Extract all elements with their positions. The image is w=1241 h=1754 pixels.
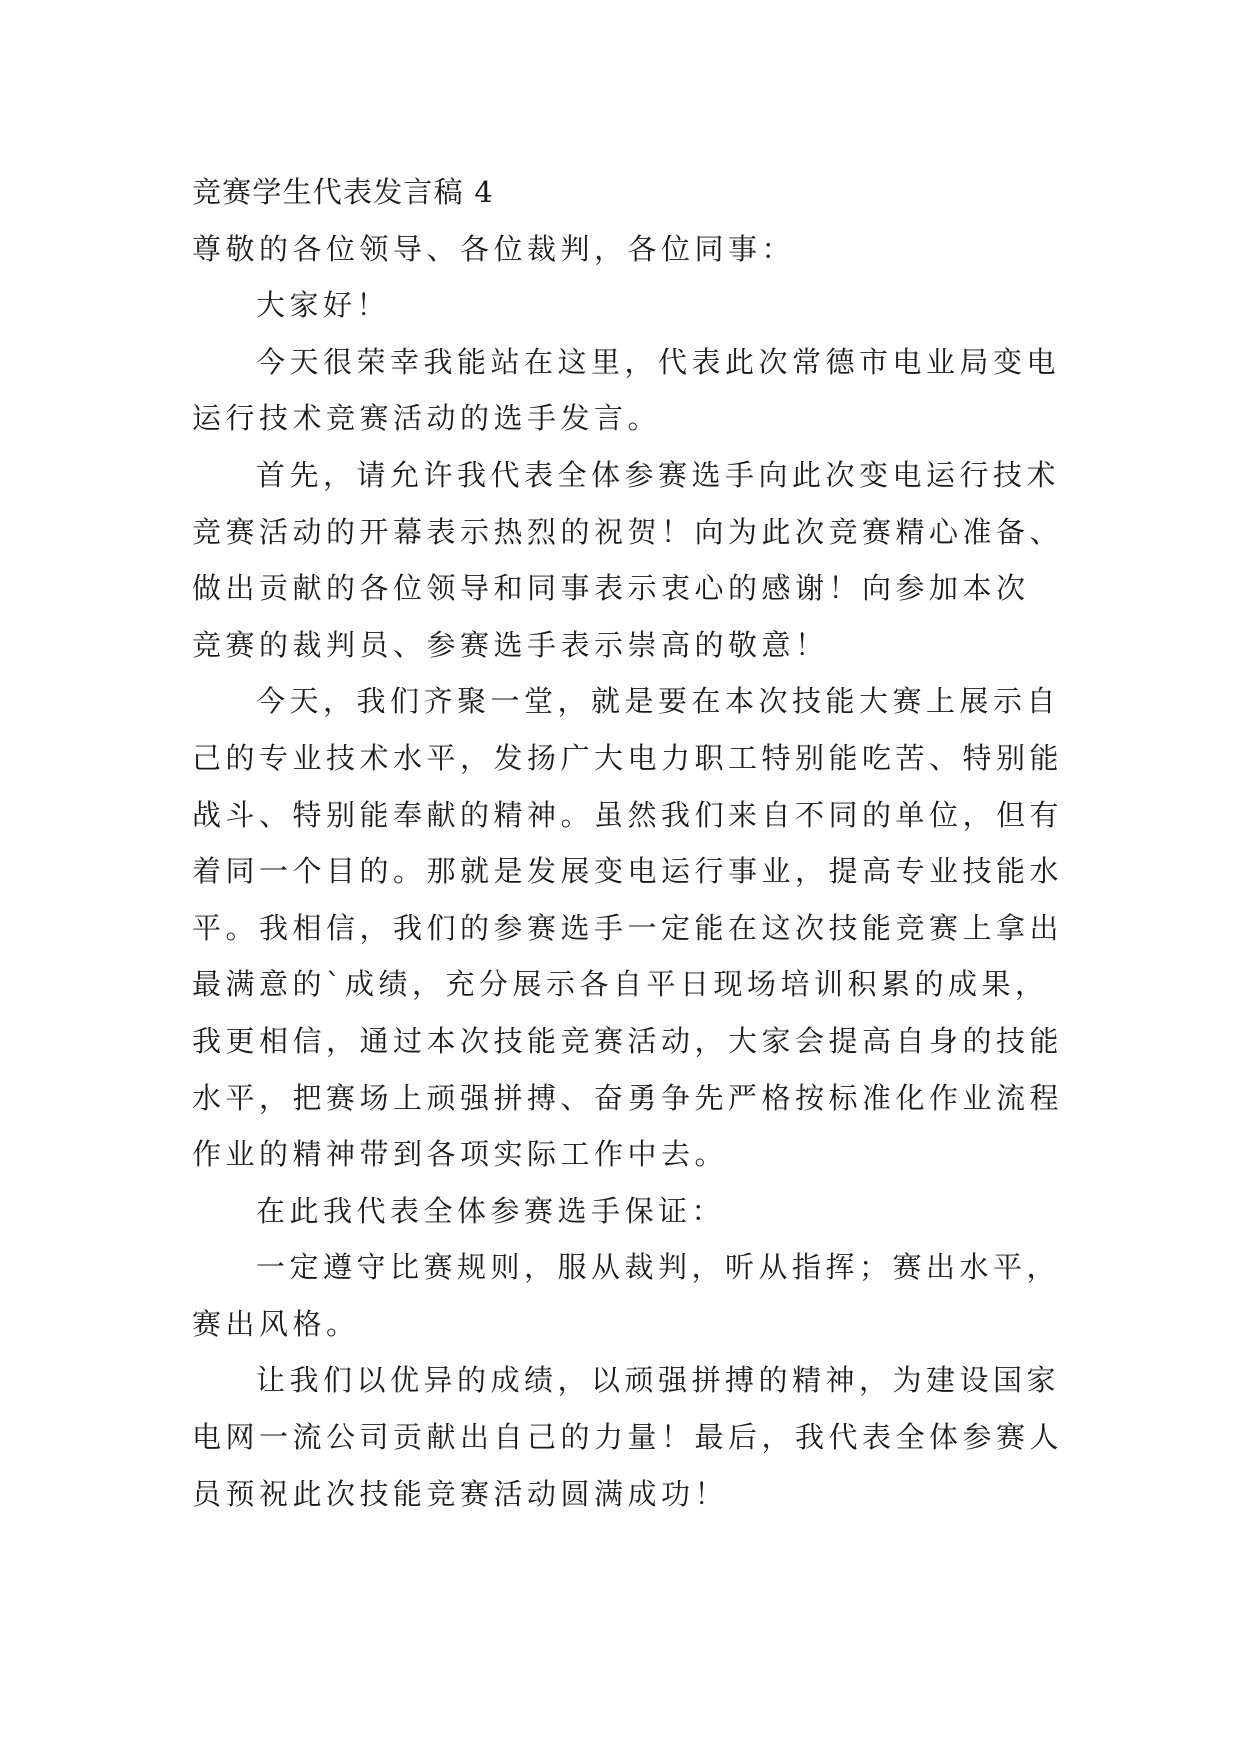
paragraph-5: [192, 1239, 1061, 1352]
paragraph-4: [192, 1183, 1050, 1240]
paragraph-line: 着同一个目的。那就是发展变电运行事业，提高专业技能水: [192, 854, 1064, 889]
greeting: 大家好！: [256, 288, 391, 323]
paragraph-line: 一定遵守比赛规则，服从裁判，听从指挥；赛出水平，: [256, 1250, 1061, 1285]
paragraph-line: 最满意的`成绩，充分展示各自平日现场培训积累的成果，: [192, 967, 1049, 1002]
paragraph-line: 运行技术竞赛活动的选手发言。: [192, 401, 662, 436]
paragraph-line: 我更相信，通过本次技能竞赛活动，大家会提高自身的技能: [192, 1023, 1064, 1058]
paragraph-line: 首先，请允许我代表全体参赛选手向此次变电运行技术: [256, 457, 1061, 492]
paragraph-line: 员预祝此次技能竞赛活动圆满成功！: [192, 1476, 729, 1511]
paragraph-line: 竞赛的裁判员、参赛选手表示崇高的敬意！: [192, 627, 829, 662]
paragraph-line: 今天很荣幸我能站在这里，代表此次常德市电业局变电: [256, 344, 1061, 379]
paragraph-line: 让我们以优异的成绩，以顽强拼搏的精神，为建设国家: [256, 1363, 1061, 1398]
document-title: 竞赛学生代表发言稿 4: [192, 175, 494, 209]
paragraph-line: 在此我代表全体参赛选手保证：: [256, 1193, 726, 1228]
paragraph-line: 水平，把赛场上顽强拼搏、奋勇争先严格按标准化作业流程: [192, 1080, 1064, 1115]
paragraph-line: 电网一流公司贡献出自己的力量！最后，我代表全体参赛人: [192, 1420, 1064, 1455]
paragraph-line: 今天，我们齐聚一堂，就是要在本次技能大赛上展示自: [256, 684, 1061, 719]
paragraph-line: 平。我相信，我们的参赛选手一定能在这次技能竞赛上拿出: [192, 910, 1064, 945]
document-page: [192, 164, 1064, 1522]
paragraph-line: 竞赛活动的开幕表示热烈的祝贺！向为此次竞赛精心准备、: [192, 514, 1064, 549]
paragraph-line: 作业的精神带到各项实际工作中去。: [192, 1137, 729, 1172]
paragraph-1: [192, 334, 1061, 447]
paragraph-3: [192, 673, 1064, 1182]
paragraph-line: 做出贡献的各位领导和同事表示衷心的感谢！向参加本次: [192, 571, 1030, 606]
paragraph-2: [192, 447, 1064, 673]
paragraph-6: [192, 1352, 1064, 1522]
paragraph-line: 赛出风格。: [192, 1306, 360, 1341]
salutation: 尊敬的各位领导、各位裁判，各位同事：: [192, 231, 796, 266]
paragraph-line: 己的专业技术水平，发扬广大电力职工特别能吃苦、特别能: [192, 740, 1064, 775]
paragraph-line: 战斗、特别能奉献的精神。虽然我们来自不同的单位，但有: [192, 797, 1064, 832]
